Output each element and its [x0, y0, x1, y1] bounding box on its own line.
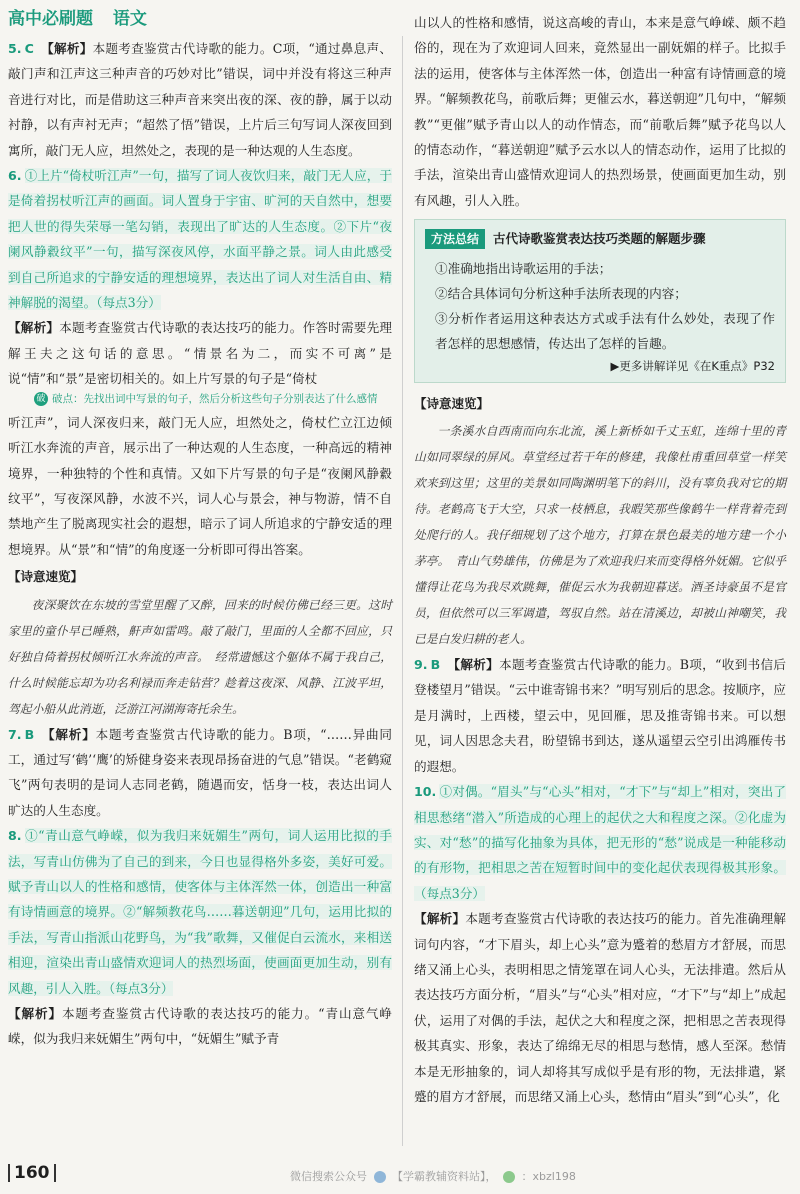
answer-10-key: ①对偶。“眉头”与“心头”相对，“才下”与“却上”相对，突出了相思愁绪“潜入”所造成的心理上的起伏之大和程度之深。②化虚为实、对“愁”的描写化抽象为具体，把无形的“愁”说成是一种能移动的有形物，把相思之苦在短暂时间中的变化起伏表现得极其形象。（每点3分） [414, 784, 786, 901]
search-circle-icon [374, 1171, 386, 1183]
method-reference: ▶更多讲解详见《在K重点》P32 [610, 358, 775, 373]
analysis-6: 【解析】本题考查鉴赏古代诗歌的表达技巧的能力。作答时需要先理解王夫之这句话的意思。“情景名为二，而实不可离”是说“情”和“景”是密切相关的。如上片写景的句子是“倚杖 [8, 320, 393, 387]
answer-8-key: ①“青山意气峥嵘，似为我归来妩媚生”两句，词人运用比拟的手法，写青山仿佛为了自己的到来，今日也显得格外多姿，美好可爱。赋予青山以人的性格和感情，使客体与主体浑然一体，创造出一种富有诗情画意的境界。②“解频教花鸟……暮送朝迎”几句，运用比拟的手法，写青山指派山花野鸟，为“我”歌舞，又催促白云流水，来相送相迎，渲染出青山盛情欢迎词人的热烈场面，使画面更加生动，别有风趣，引人入胜。（每点3分） [8, 828, 392, 996]
method-step: ③分析作者运用这种表达方式或手法有什么妙处，表现了作者怎样的思想感情，传达出了怎样的旨趣。 [435, 310, 775, 351]
hint-icon: 破 [34, 392, 48, 406]
translation-1: 夜深聚饮在东坡的雪堂里醒了又醉，回来的时候仿佛已经三更。这时家里的童仆早已睡熟，鼾声如雷鸣。敲了敲门，里面的人全都不回应，只好独自倚着拐杖倾听江水奔流的声音。 经常遗憾这个躯体不属于我自己，什么时候能忘却为功名利禄而奔走钻营？趁着这夜深、风静、江波平坦，驾起小船从此消逝，泛游江河湖海寄托余生。 [8, 597, 392, 716]
analysis-6-cont: 听江声”，词人深夜归来，敲门无人应，坦然处之，倚杖伫立江边倾听江水奔流的声音，展示出了一种达观的人生态度，一种高远的精神境界，一种独特的个性和真情。又如下片写景的句子是“夜阑风静縠纹平”，写夜深风静，水波不兴，词人心与景会，神与物游，情不自禁地产生了脱离现实社会的遐想，暗示了词人所追求的宁静安适的理想境界。从“景”和“情”的角度逐一分析即可得出答案。 [8, 414, 392, 557]
method-badge: 方法总结 [425, 229, 485, 249]
method-step: ②结合具体词句分析这种手法所表现的内容； [435, 285, 687, 301]
left-column [8, 36, 392, 1052]
wechat-icon [503, 1171, 515, 1183]
method-title: 古代诗歌鉴赏表达技巧类题的解题步骤 [493, 231, 706, 247]
method-step: ①准确地指出诗歌运用的手法； [435, 260, 612, 276]
answer-6-key: ①上片“倚杖听江声”一句，描写了词人夜饮归来，敲门无人应，于是倚着拐杖听江声的画面。词人置身于宇宙、旷河的天自然中，想要把人世的得失荣辱一笔勾销，表现出了旷达的人生态度。②下片“夜阑风静縠纹平”一句，描写深夜风停，水面平静之景。词人由此感受到自己所追求的宁静安适的理想境界，表达出了词人对生活自由、精神解脱的渴望。（每点3分） [8, 168, 392, 311]
hint-note: 破 破点：先找出词中写景的句子，然后分析这些句子分别表达了什么感情 [52, 392, 392, 406]
answer-7: 7. B 【解析】本题考查鉴赏古代诗歌的能力。B项，“……异曲同工，通过写‘鹤’‘鹰’的矫健身姿来表现昂扬奋进的气息”错误。“老鹤窥飞”两句表明的是词人志同老鹤，随遇而安，恬身一枝，表达出词人旷达的人生态度。 [8, 726, 392, 818]
column-divider [402, 36, 403, 1146]
series-title: 高中必刷题 [8, 9, 93, 29]
right-column [414, 10, 786, 1109]
analysis-8-cont: 山以人的性格和感情，说这高峻的青山，本来是意气峥嵘、颇不趋俗的，现在为了欢迎词人回来，竟然显出一副妩媚的样子。比拟手法的运用，使客体与主体浑然一体，创造出一种富有诗情画意的境界。“解频教花鸟，前歌后舞；更催云水，暮送朝迎”几句中，“解频教”“更催”赋予青山以人的动作情态，而“前歌后舞”赋予花鸟以人的情态动作，“暮送朝迎”赋予云水以人的情态动作，运用了比拟的手法，渲染出青山盛情欢迎词人的热烈场景，使画面更加生动，别有风趣，引人入胜。 [414, 15, 786, 208]
method-summary-box [414, 219, 786, 382]
translation-title-1: 【诗意速览】 [8, 569, 84, 585]
subject-title: 语文 [112, 9, 147, 29]
page-number: 160 [8, 1164, 56, 1182]
page-header [8, 4, 161, 29]
answer-10: 10. ①对偶。“眉头”与“心头”相对，“才下”与“却上”相对，突出了相思愁绪“潜入”所造成的心理上的起伏之大和程度之深。②化虚为实、对“愁”的描写化抽象为具体，把无形的“愁”说成是一种能移动的有形物，把相思之苦在短暂时间中的变化起伏表现得极其形象。（每点3分） [414, 784, 786, 901]
analysis-10: 【解析】本题考查鉴赏古代诗歌的表达技巧的能力。首先准确理解词句内容，“才下眉头，却上心头”意为蹙着的愁眉方才舒展，而思绪又涌上心头，表明相思之情笼罩在词人心头，无法排遣。然后从表达技巧方面分析，“眉头”与“心头”相对应，“才下”与“却上”成起伏，运用了对偶的手法，起伏之大和程度之深，把相思之苦表现得极其真实、形象，表达了绵绵无尽的相思与愁情，感人至深。愁情本是无形抽象的，词人却将其写成似乎是有形的物，无法排遣，紧蹙的眉方才舒展，而思绪又涌上心头，愁情由“眉头”到“心头”，化 [414, 911, 786, 1104]
answer-5: 5. C 【解析】本题考查鉴赏古代诗歌的能力。C项，“通过鼻息声、敲门声和江声这三种声音的巧妙对比”错误，词中并没有将这三种声音进行对比，而是借助这三种声音来突出夜的深、夜的静，属于以动衬静，以有声衬无声；“超然了悟”错误，上片后三句写词人深夜回到寓所，敲门无人应，坦然处之，表现的是一种达观的人生态度。 [8, 41, 392, 158]
analysis-8: 【解析】本题考查鉴赏古代诗歌的表达技巧的能力。“青山意气峥嵘，似为我归来妩媚生”两句中，“妩媚生”赋予青 [8, 1006, 392, 1047]
answer-9: 9. B 【解析】本题考查鉴赏古代诗歌的能力。B项，“收到书信后登楼望月”错误。“云中谁寄锦书来？”明写别后的思念。按顺序，应是月满时，上西楼，望云中，见回雁，思及推寄锦书来。可以想见，词人因思念夫君，盼望锦书到达，遂从遥望云空引出鸿雁传书的遐想。 [414, 657, 786, 774]
answer-6: 6. ①上片“倚杖听江声”一句，描写了词人夜饮归来，敲门无人应，于是倚着拐杖听江声的画面。词人置身于宇宙、旷河的天自然中，想要把人世的得失荣辱一笔勾销，表现出了旷达的人生态度。②下片“夜阑风静縠纹平”一句，描写深夜风停，水面平静之景。词人由此感受到自己所追求的宁静安适的理想境界，表达出了词人对生活自由、精神解脱的渴望。（每点3分） [8, 168, 392, 311]
answer-8: 8. ①“青山意气峥嵘，似为我归来妩媚生”两句，词人运用比拟的手法，写青山仿佛为了自己的到来，今日也显得格外多姿，美好可爱。赋予青山以人的性格和感情，使客体与主体浑然一体，创造出一种富有诗情画意的境界。②“解频教花鸟……暮送朝迎”几句，运用比拟的手法，写青山指派山花野鸟，为“我”歌舞，又催促白云流水，来相送相迎，渲染出青山盛情欢迎词人的热烈场面，使画面更加生动，别有风趣，引人入胜。（每点3分） [8, 828, 392, 996]
translation-2: 一条溪水自西南而向东北流，溪上新桥如千丈玉虹，连绵十里的青山如同翠绿的屏风。草堂经过若干年的修建，我像杜甫重回草堂一样笑欢来到这里；这里的美景如同陶渊明笔下的斜川，没有辜负我对它的期待。老鹤高飞于大空，只求一枝栖息，我暇笑那些像鹤牛一样背着壳到处爬行的人。我仔细规划了这个地方，打算在景色最美的地方建一个小茅亭。 青山气势雄伟，仿佛是为了欢迎我归来而变得格外妩媚。它似乎懂得让花鸟为我尽欢跳舞，催促云水为我朝迎暮送。酒圣诗豪虽不是官员，但依然可以三军调遣，驾驭自然。站在清溪边，却被山神嘲笑，我已是白发归耕的老人。 [414, 424, 786, 647]
watermark: 微信搜索公众号 【学霸教辅资料站】， ：xbzl198 [290, 1170, 576, 1183]
translation-title-2: 【诗意速览】 [414, 395, 490, 411]
